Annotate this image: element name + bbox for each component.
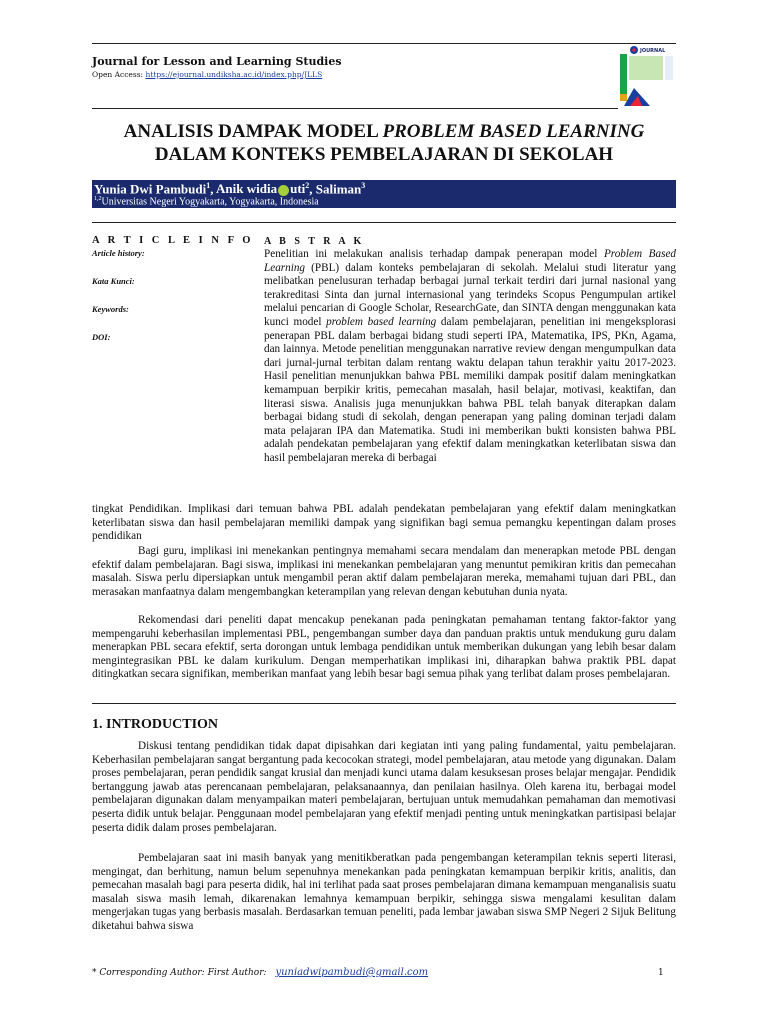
kata-kunci-label: Kata Kunci:: [92, 276, 135, 286]
article-title: [92, 120, 676, 166]
author-3: Saliman: [315, 181, 362, 197]
open-access-line: [92, 70, 322, 79]
corresponding-author-note: * Corresponding Author: First Author: yuniadwipambudi@gmail.com: [92, 967, 429, 978]
header-top-rule: [92, 43, 676, 44]
doi-label: DOI:: [92, 332, 111, 342]
introduction-heading: 1. INTRODUCTION: [92, 717, 219, 732]
abstract-body: Penelitian ini melakukan analisis terhadap dampak penerapan model Problem Based Learning (PBL) dalam konteks pembelajaran di sekolah. Melalui studi literatur yang melibatkan penelusuran terhadap berbagai jurnal terkait terdiri dari jurnal nasional yang terakreditasi Sinta dan jurnal internasional yang terindeks Scopus Pengumpulan artikel melalui pencarian di Google Scholar, ResearchGate, dan SINTA dengan menggunakan kata kunci model problem based learning dalam pembelajaran, penelitian ini mengeksplorasi penerapan PBL dalam berbagai bidang studi seperti IPA, Matematika, IPS, PKn, Agama, dan lainnya. Metode penelitian menggunakan narrative review dengan mengumpulkan data dari jurnal-jurnal terbitan dalam rentang waktu delapan tahun terakhir yaitu 2017-2023. Hasil penelitian menunjukkan bahwa PBL memiliki dampak positif dalam meningkatkan kemampuan berpikir kritis, pemecahan masalah, hasil belajar, motivasi, keaktifan, dan literasi siswa. Analisis juga menunjukkan bahwa PBL telah banyak diterapkan dalam berbagai bidang studi di sekolah, dengan penerapan yang paling dominan terjadi dalam mata pelajaran IPA dan Matematika. Studi ini memberikan bukti konsisten bahwa PBL adalah pendekatan pembelajaran yang efektif dalam meningkatkan keterlibatan siswa dan hasil pembelajaran mereka di berbagai: [264, 248, 677, 464]
open-access-label: Open Access:: [92, 70, 144, 79]
journal-title: Journal for Lesson and Learning Studies: [92, 55, 342, 68]
article-title-line2: DALAM KONTEKS PEMBELAJARAN DI SEKOLAH: [154, 144, 614, 165]
author-1: Yunia Dwi Pambudi: [94, 181, 207, 197]
introduction-paragraph-1: Diskusi tentang pendidikan tidak dapat dipisahkan dari kegiatan inti yang paling fundamental, yaitu pembelajaran. Keberhasilan pembelajaran sangat bergantung pada kecocokan strategi, model pembelajaran, atau metode yang digunakan. Dalam proses pembelajaran, peran pendidik sangat krusial dan menjadi kunci utama dalam kesuksesan proses belajar mengajar. Pendidik bertanggung jawab atas perencanaan pembelajaran, pelaksanaannya, dan penilaian hasilnya. Oleh karena itu, berbagai model pembelajaran digunakan dalam menyampaikan materi pembelajaran, bertujuan untuk memudahkan pemahaman dan memotivasi peserta didik untuk belajar. Penggunaan model pembelajaran yang efektif menjadi penting untuk meningkatkan partisipasi belajar peserta didik dalam proses pembelajaran.: [92, 740, 676, 834]
section-rule-bottom: [92, 703, 676, 704]
logo-text: JOURNAL: [640, 48, 666, 54]
author-2: Anik widia uti: [216, 181, 306, 197]
keywords-label: Keywords:: [92, 304, 129, 314]
abstract-paragraph-1-continued: tingkat Pendidikan. Implikasi dari temuan bahwa PBL adalah pendekatan pembelajaran yang efektif dalam meningkatkan keterlibatan siswa dan hasil pembelajaran memiliki dampak yang signifikan bagi semua pemangku kepentingan dalam proses pendidikan: [92, 503, 676, 543]
journal-logo-icon: [620, 44, 676, 106]
introduction-paragraph-2: Pembelajaran saat ini masih banyak yang menitikberatkan pada pengembangan keterampilan teknis seperti literasi, mengingat, dan berhitung, namun belum sepenuhnya menekankan pada peningkatan kemampuan berpikir kritis, analitis, dan pemecahan masalah bagi para peserta didik, hal ini terlihat pada saat proses pembelajaran dimana kemampuan menganalisis suatu masalah siswa masih lemah, dikarenakan lemahnya kemampuan berpikir, sehingga siswa mengalami kesulitan dalam mengerjakan tugas yang berbasis masalah. Berdasarkan temuan peneliti, pada lembar jawaban siswa SMP Negeri 2 Sijuk Belitung diketahui bahwa siswa: [92, 852, 676, 932]
article-title-line1: ANALISIS DAMPAK MODEL PROBLEM BASED LEARNING: [123, 121, 645, 142]
author-email-link[interactable]: yuniadwipambudi@gmail.com: [275, 967, 429, 978]
author-list: Yunia Dwi Pambudi$^1$, Anik widia uti$^2$, Saliman$^3$: [94, 181, 366, 197]
page-number: 1: [658, 968, 664, 978]
article-info-heading: A R T I C L E I N F O: [92, 235, 254, 246]
section-rule-top: [92, 222, 676, 223]
abstract-paragraph-2: Bagi guru, implikasi ini menekankan pentingnya memahami secara mendalam dan menerapkan metode PBL dengan efektif dalam pembelajaran. Bagi siswa, implikasi ini menekankan pembelajaran yang menuntut pemikiran kritis dan pemecahan masalah. Siswa perlu dipersiapkan untuk mengambil peran aktif dalam pembelajaran mereka, memahami tujuan dari PBL, dan merasakan manfaatnya dalam mengembangkan keterampilan yang relevan dengan kebutuhan dunia nyata.: [92, 545, 676, 598]
article-history-label: Article history:: [92, 248, 145, 258]
affiliation: $^{1,2}$Universitas Negeri Yogyakarta, Yogyakarta, Indonesia: [94, 196, 319, 208]
author-bar: [92, 180, 676, 208]
journal-logo: [620, 44, 676, 106]
header-bottom-rule: [92, 108, 618, 109]
abstract-heading: A B S T R A K: [264, 236, 365, 247]
abstract-paragraph-3: Rekomendasi dari peneliti dapat mencakup penekanan pada peningkatan pemahaman tentang faktor-faktor yang mempengaruhi keberhasilan implementasi PBL, pengembangan sumber daya dan panduan praktis untuk mendukung guru dalam menerapkan PBL secara efektif, serta dorongan untuk lembaga pendidikan untuk memberikan dukungan yang lebih besar dalam mengintegrasikan PBL ke dalam kurikulum. Dengan memperhatikan implikasi ini, diharapkan bahwa praktik PBL dapat ditingkatkan secara signifikan, memberikan manfaat yang lebih besar bagi semua pihak yang terlibat dalam proses pembelajaran.: [92, 614, 676, 681]
orcid-icon[interactable]: [278, 185, 289, 196]
journal-url-link[interactable]: https://ejournal.undiksha.ac.id/index.php/JLLS: [145, 70, 323, 79]
